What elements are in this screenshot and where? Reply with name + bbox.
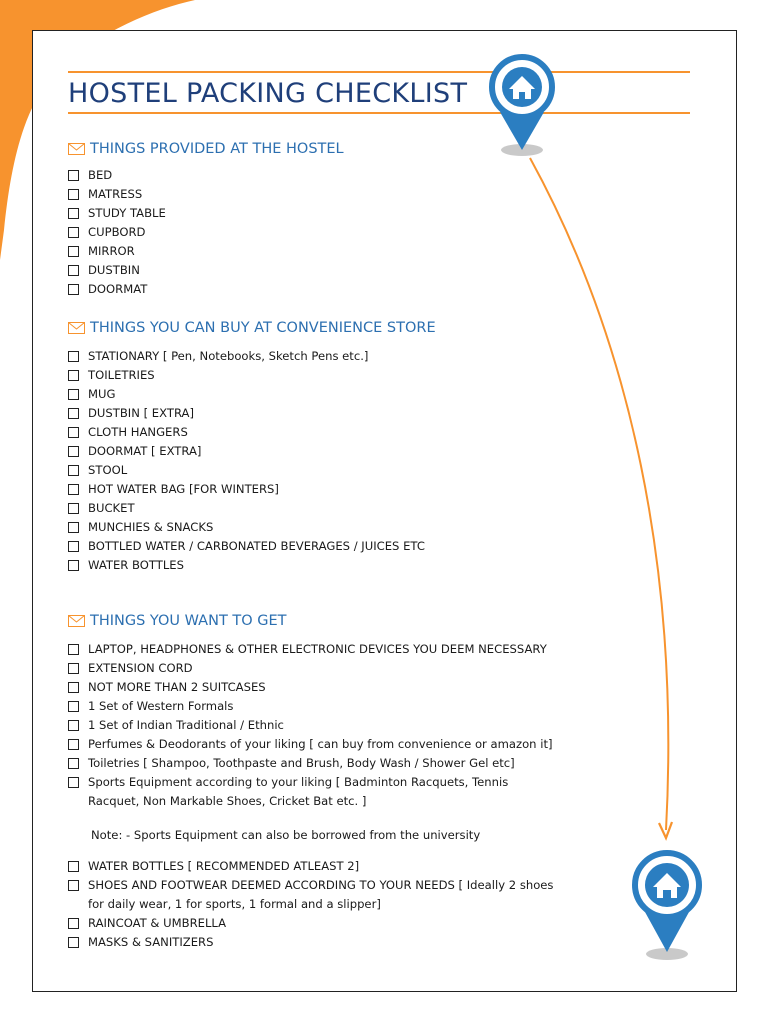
envelope-icon xyxy=(68,322,85,334)
list-item[interactable]: DUSTBIN [ EXTRA] xyxy=(68,404,425,423)
checkbox-icon[interactable] xyxy=(68,777,79,788)
title-rule-bottom xyxy=(68,112,690,114)
list-item[interactable]: TOILETRIES xyxy=(68,366,425,385)
note-text: Note: - Sports Equipment can also be borrowed from the university xyxy=(91,828,481,842)
checkbox-icon[interactable] xyxy=(68,503,79,514)
checkbox-icon[interactable] xyxy=(68,284,79,295)
checkbox-icon[interactable] xyxy=(68,758,79,769)
checkbox-icon[interactable] xyxy=(68,937,79,948)
home-pin-icon xyxy=(487,54,557,164)
list-item[interactable]: WATER BOTTLES xyxy=(68,556,425,575)
checkbox-icon[interactable] xyxy=(68,541,79,552)
checkbox-icon[interactable] xyxy=(68,408,79,419)
checkbox-icon[interactable] xyxy=(68,701,79,712)
envelope-icon xyxy=(68,143,85,155)
want-list-continued xyxy=(68,857,553,952)
list-item[interactable]: MASKS & SANITIZERS xyxy=(68,933,553,952)
section-heading-text: THINGS PROVIDED AT THE HOSTEL xyxy=(90,141,344,157)
checkbox-icon[interactable] xyxy=(68,208,79,219)
want-list xyxy=(68,640,553,811)
provided-list xyxy=(68,166,166,299)
page-title: HOSTEL PACKING CHECKLIST xyxy=(68,78,468,109)
list-item[interactable]: DUSTBIN xyxy=(68,261,166,280)
checkbox-icon[interactable] xyxy=(68,389,79,400)
list-item[interactable]: DOORMAT xyxy=(68,280,166,299)
section-heading-text: THINGS YOU CAN BUY AT CONVENIENCE STORE xyxy=(90,320,436,336)
store-list xyxy=(68,347,425,575)
list-item[interactable]: STATIONARY [ Pen, Notebooks, Sketch Pens etc.] xyxy=(68,347,425,366)
checkbox-icon[interactable] xyxy=(68,682,79,693)
checkbox-icon[interactable] xyxy=(68,370,79,381)
list-item[interactable]: CLOTH HANGERS xyxy=(68,423,425,442)
home-pin-icon xyxy=(628,848,706,963)
list-item[interactable]: CUPBORD xyxy=(68,223,166,242)
list-item[interactable]: BOTTLED WATER / CARBONATED BEVERAGES / JUICES ETC xyxy=(68,537,425,556)
title-rule-top xyxy=(68,71,690,73)
checkbox-icon[interactable] xyxy=(68,446,79,457)
list-item[interactable]: EXTENSION CORD xyxy=(68,659,553,678)
checkbox-icon[interactable] xyxy=(68,227,79,238)
list-item[interactable]: 1 Set of Western Formals xyxy=(68,697,553,716)
list-item[interactable]: Sports Equipment according to your liking [ Badminton Racquets, Tennis Racquet, Non Markable Shoes, Cricket Bat etc. ] xyxy=(68,773,553,811)
list-item[interactable]: STUDY TABLE xyxy=(68,204,166,223)
list-item[interactable]: LAPTOP, HEADPHONES & OTHER ELECTRONIC DEVICES YOU DEEM NECESSARY xyxy=(68,640,553,659)
list-item[interactable]: Perfumes & Deodorants of your liking [ can buy from convenience or amazon it] xyxy=(68,735,553,754)
checkbox-icon[interactable] xyxy=(68,644,79,655)
checkbox-icon[interactable] xyxy=(68,522,79,533)
section-heading-store xyxy=(68,320,436,336)
checkbox-icon[interactable] xyxy=(68,189,79,200)
list-item[interactable]: MUG xyxy=(68,385,425,404)
checkbox-icon[interactable] xyxy=(68,351,79,362)
list-item[interactable]: RAINCOAT & UMBRELLA xyxy=(68,914,553,933)
section-heading-want xyxy=(68,613,287,629)
list-item[interactable]: BED xyxy=(68,166,166,185)
list-item[interactable]: MUNCHIES & SNACKS xyxy=(68,518,425,537)
checkbox-icon[interactable] xyxy=(68,739,79,750)
list-item[interactable]: DOORMAT [ EXTRA] xyxy=(68,442,425,461)
envelope-icon xyxy=(68,615,85,627)
list-item[interactable]: BUCKET xyxy=(68,499,425,518)
checkbox-icon[interactable] xyxy=(68,720,79,731)
list-item[interactable]: 1 Set of Indian Traditional / Ethnic xyxy=(68,716,553,735)
list-item[interactable]: NOT MORE THAN 2 SUITCASES xyxy=(68,678,553,697)
list-item[interactable]: MIRROR xyxy=(68,242,166,261)
list-item[interactable]: MATRESS xyxy=(68,185,166,204)
list-item[interactable]: HOT WATER BAG [FOR WINTERS] xyxy=(68,480,425,499)
checkbox-icon[interactable] xyxy=(68,465,79,476)
checkbox-icon[interactable] xyxy=(68,918,79,929)
checkbox-icon[interactable] xyxy=(68,265,79,276)
list-item[interactable]: WATER BOTTLES [ RECOMMENDED ATLEAST 2] xyxy=(68,857,553,876)
checkbox-icon[interactable] xyxy=(68,484,79,495)
checkbox-icon[interactable] xyxy=(68,246,79,257)
checkbox-icon[interactable] xyxy=(68,560,79,571)
checkbox-icon[interactable] xyxy=(68,170,79,181)
section-heading-provided xyxy=(68,141,344,157)
list-item[interactable]: STOOL xyxy=(68,461,425,480)
checkbox-icon[interactable] xyxy=(68,880,79,891)
section-heading-text: THINGS YOU WANT TO GET xyxy=(90,613,287,629)
list-item[interactable]: Toiletries [ Shampoo, Toothpaste and Brush, Body Wash / Shower Gel etc] xyxy=(68,754,553,773)
checkbox-icon[interactable] xyxy=(68,427,79,438)
checkbox-icon[interactable] xyxy=(68,663,79,674)
list-item[interactable]: SHOES AND FOOTWEAR DEEMED ACCORDING TO YOUR NEEDS [ Ideally 2 shoes for daily wear, 1 for sports, 1 formal and a slipper] xyxy=(68,876,553,914)
checkbox-icon[interactable] xyxy=(68,861,79,872)
